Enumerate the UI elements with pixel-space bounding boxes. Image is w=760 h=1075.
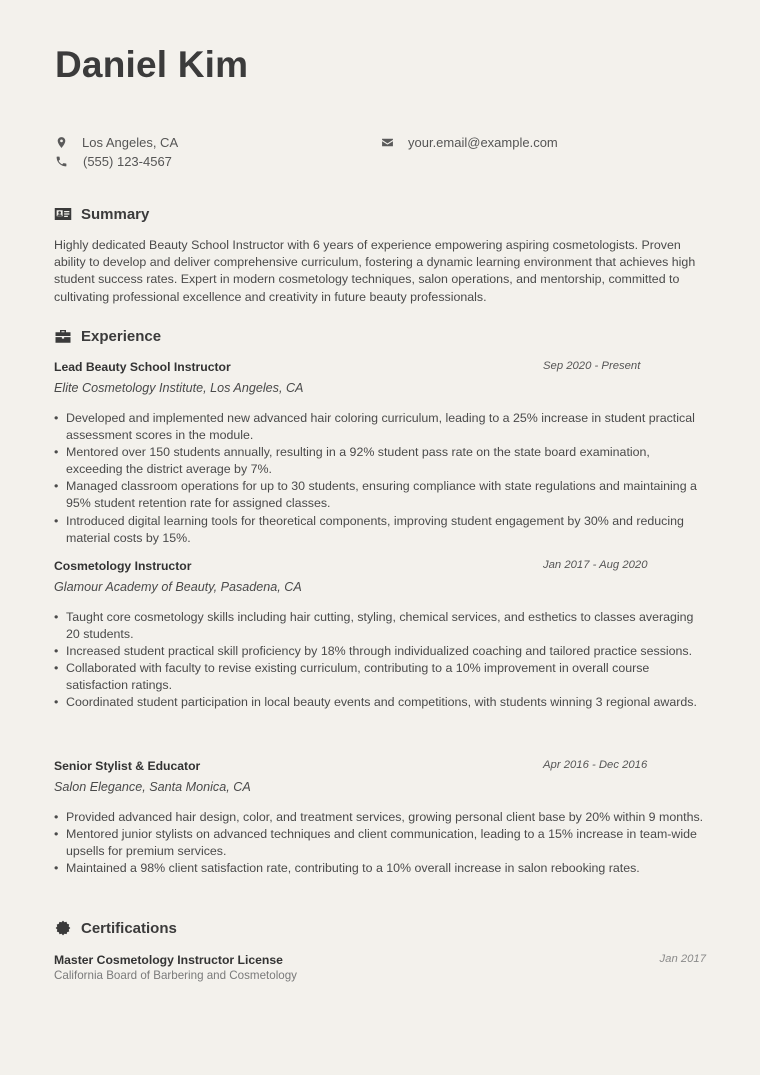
contact-email xyxy=(380,133,558,151)
phone-text: (555) 123-4567 xyxy=(83,153,172,169)
cert-issuer: California Board of Barbering and Cosmetology xyxy=(54,969,297,982)
cert-title: Master Cosmetology Instructor License xyxy=(54,953,283,967)
email-link[interactable]: your.email@example.com xyxy=(408,134,558,150)
experience-title: Experience xyxy=(81,327,162,345)
job-bullets xyxy=(54,410,706,547)
bullet-item: • Increased student practical skill proficiency by 18% through individualized coaching and tailored practice sessions. xyxy=(54,643,706,660)
location-pin-icon xyxy=(54,135,68,149)
summary-text: Highly dedicated Beauty School Instructor with 6 years of experience empowering aspiring cosmetologists. Proven ability to develop and deliver comprehensive curriculum, fostering a dynamic learning environment that achieves high student success rates. Expert in modern cosmetology techniques, salon operations, and mentorship, committed to cultivating professional excellence and creativity in future beauty professionals. xyxy=(54,238,696,304)
bullet-item: • Managed classroom operations for up to 30 students, ensuring compliance with state regulations and maintaining a 95% student retention rate for assigned classes. xyxy=(54,478,706,512)
job-title: Lead Beauty School Instructor xyxy=(54,360,231,374)
location-text: Los Angeles, CA xyxy=(82,134,179,150)
job-date: Apr 2016 - Dec 2016 xyxy=(543,759,648,771)
certifications-title: Certifications xyxy=(81,919,177,937)
job-org: Glamour Academy of Beauty, Pasadena, CA xyxy=(54,580,302,594)
job-bullets xyxy=(54,609,706,712)
job-org: Elite Cosmetology Institute, Los Angeles, CA xyxy=(54,381,304,395)
job-date: Sep 2020 - Present xyxy=(543,360,641,372)
bullet-item: • Mentored junior stylists on advanced techniques and client communication, leading to a 15% increase in team-wide upsells for premium services. xyxy=(54,826,706,860)
bullet-item: • Taught core cosmetology skills including hair cutting, styling, chemical services, and esthetics to classes averaging 20 students. xyxy=(54,609,706,643)
candidate-name: Daniel Kim xyxy=(55,44,249,85)
bullet-item: • Developed and implemented new advanced hair coloring curriculum, leading to a 25% increase in student practical assessment scores in the module. xyxy=(54,410,706,444)
job-entry xyxy=(54,759,706,877)
bullet-item: • Provided advanced hair design, color, and treatment services, growing personal client base by 20% within 9 months. xyxy=(54,809,706,826)
bullet-item: • Maintained a 98% client satisfaction rate, contributing to a 10% overall increase in salon rebooking rates. xyxy=(54,860,706,877)
summary-heading xyxy=(54,205,149,223)
bullet-item: • Introduced digital learning tools for theoretical components, improving student engagement by 30% and reducing material costs by 15%. xyxy=(54,513,706,547)
job-org: Salon Elegance, Santa Monica, CA xyxy=(54,780,251,794)
bullet-item: • Collaborated with faculty to revise existing curriculum, contributing to a 10% improvement in overall course satisfaction ratings. xyxy=(54,660,706,694)
certification-entry xyxy=(54,953,706,982)
cert-date: Jan 2017 xyxy=(659,953,706,965)
job-title: Cosmetology Instructor xyxy=(54,559,192,573)
id-card-icon xyxy=(54,205,72,223)
job-date: Jan 2017 - Aug 2020 xyxy=(543,559,648,571)
job-entry xyxy=(54,360,706,547)
job-bullets xyxy=(54,809,706,877)
bullet-item: • Coordinated student participation in local beauty events and competitions, with students winning 3 regional awards. xyxy=(54,694,706,711)
contact-location xyxy=(54,133,178,151)
briefcase-icon xyxy=(54,327,72,345)
bullet-item: • Mentored over 150 students annually, resulting in a 92% student pass rate on the state board examination, exceeding the district average by 7%. xyxy=(54,444,706,478)
certifications-heading xyxy=(54,919,177,937)
envelope-icon xyxy=(380,135,394,149)
job-title: Senior Stylist & Educator xyxy=(54,759,201,773)
phone-icon xyxy=(54,154,68,168)
certificate-badge-icon xyxy=(54,919,72,937)
job-entry xyxy=(54,559,706,712)
experience-heading xyxy=(54,327,161,345)
contact-phone xyxy=(54,152,172,170)
summary-title: Summary xyxy=(81,205,150,223)
